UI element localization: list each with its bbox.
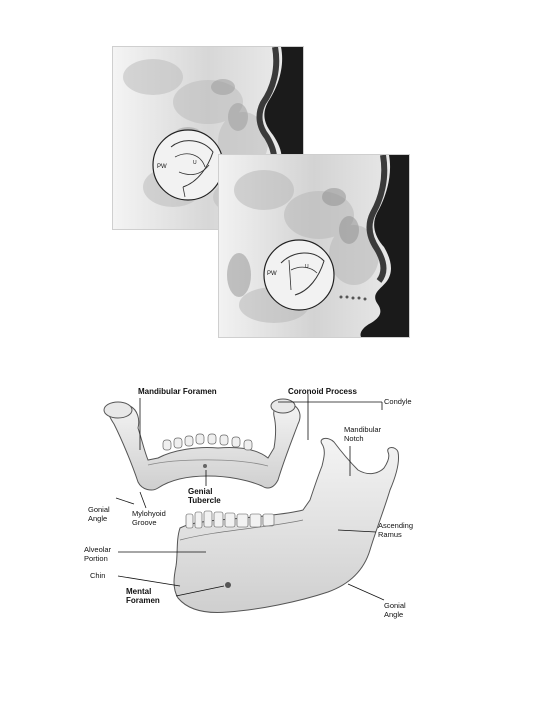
label-mandibular-foramen: Mandibular Foramen <box>138 387 217 396</box>
label-gonial-angle-left: Gonial Angle <box>88 505 110 523</box>
marker-u: U <box>305 264 309 270</box>
marker-u: U <box>193 160 197 166</box>
marker-pw: PW <box>267 271 277 277</box>
label-alveolar-portion: Alveolar Portion <box>84 545 112 563</box>
label-chin: Chin <box>90 571 106 580</box>
mandible-illustration <box>78 380 458 630</box>
lateral-radiograph-lower <box>218 154 410 338</box>
label-condyle: Condyle <box>384 397 412 406</box>
label-mylohyoid-groove: Mylohyoid Groove <box>132 509 166 527</box>
marker-pw: PW <box>157 164 167 170</box>
label-gonial-angle-right: Gonial Angle <box>384 601 406 619</box>
label-coronoid-process: Coronoid Process <box>288 387 357 396</box>
radiograph-image <box>219 155 409 337</box>
mental-foramen-mark <box>225 582 231 588</box>
label-genial-tubercle: Genial Tubercle <box>188 487 221 505</box>
label-mental-foramen: Mental Foramen <box>126 587 160 605</box>
label-mandibular-notch: Mandibular Notch <box>344 425 382 443</box>
mandible-posterior-view <box>104 399 300 490</box>
label-ascending-ramus: Ascending Ramus <box>378 521 414 539</box>
